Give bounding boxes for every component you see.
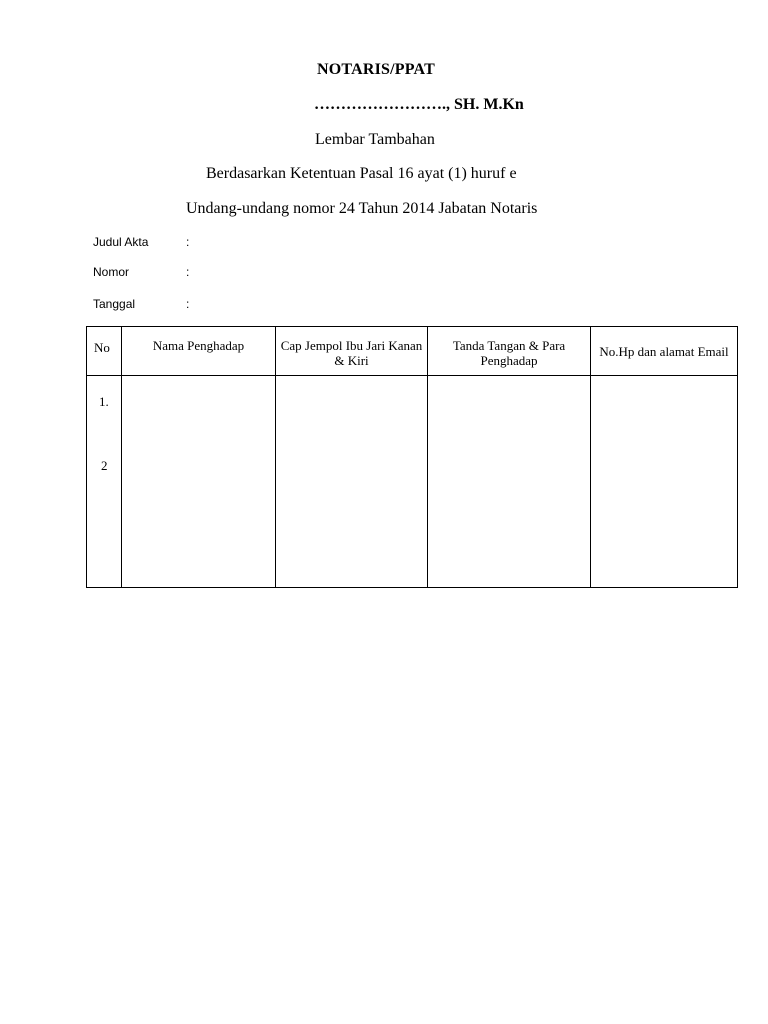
- column-header-no: No: [87, 327, 122, 376]
- table-header-row: [87, 327, 738, 376]
- field-nomor: [93, 265, 293, 281]
- column-header-nama-penghadap: Nama Penghadap: [122, 327, 276, 376]
- legal-basis-line-2: Undang-undang nomor 24 Tahun 2014 Jabatan Notaris: [186, 200, 538, 217]
- document-title: NOTARIS/PPAT: [317, 61, 435, 78]
- cell-no: [87, 376, 122, 588]
- field-tanggal: [93, 297, 293, 313]
- row-number-1: 1.: [99, 394, 109, 409]
- cell-nama-penghadap[interactable]: [122, 376, 276, 588]
- document-subtitle: Lembar Tambahan: [315, 131, 435, 148]
- table-row: [87, 376, 738, 588]
- field-judul-akta: [93, 235, 293, 251]
- column-header-no-hp-email: No.Hp dan alamat Email: [591, 327, 738, 376]
- field-label-nomor: Nomor: [93, 265, 130, 279]
- notary-name-line: ……………………., SH. M.Kn: [314, 96, 524, 113]
- field-separator: :: [186, 235, 190, 249]
- row-number-2: 2: [101, 458, 108, 473]
- cell-cap-jempol[interactable]: [276, 376, 428, 588]
- cell-tanda-tangan[interactable]: [428, 376, 591, 588]
- field-label-tanggal: Tanggal: [93, 297, 136, 311]
- legal-basis-line-1: Berdasarkan Ketentuan Pasal 16 ayat (1) huruf e: [206, 165, 517, 182]
- attendance-table: [86, 326, 738, 588]
- field-label-judul-akta: Judul Akta: [93, 235, 149, 249]
- column-header-cap-jempol: Cap Jempol Ibu Jari Kanan & Kiri: [276, 327, 428, 376]
- field-separator: :: [186, 297, 190, 311]
- column-header-tanda-tangan: Tanda Tangan & Para Penghadap: [428, 327, 591, 376]
- field-separator: :: [186, 265, 190, 279]
- cell-no-hp-email[interactable]: [591, 376, 738, 588]
